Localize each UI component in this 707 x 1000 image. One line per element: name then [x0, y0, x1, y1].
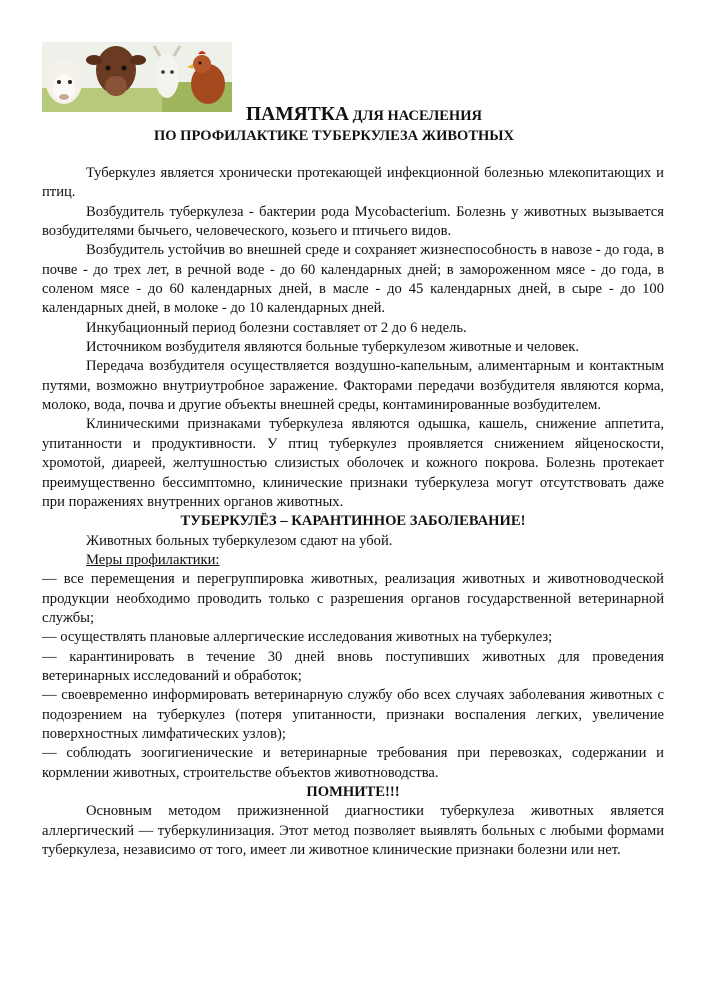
measure-item: — все перемещения и перегруппировка животных, реализация животных и животноводческой продукции необходимо проводить только с разрешения органов государственной ветеринарной службы;: [42, 571, 664, 626]
paragraph-definition: Туберкулез является хронически протекающей инфекционной болезнью млекопитающих и птиц.: [42, 165, 664, 201]
slaughter-note: Животных больных туберкулезом сдают на убой.: [86, 532, 393, 549]
title-main-word: ПАМЯТКА: [246, 104, 349, 125]
paragraph-persistence: Возбудитель устойчив во внешней среде и сохраняет жизнеспособность в навозе - до года, в почве - до трех лет, в речной воде - до 60 календарных дней; в замороженном мясе - до года, в соленом мясе - до 60 календарных дней, в масле - до 45 календарных дней, в сыре - до 100 календарных дней, в молоке - до 10 календарных дней.: [42, 242, 664, 317]
remember-heading: ПОМНИТЕ!!!: [306, 784, 400, 800]
paragraph-incubation: Инкубационный период болезни составляет от 2 до 6 недель.: [86, 319, 467, 336]
paragraph-pathogen: Возбудитель туберкулеза - бактерии рода Mycobacterium. Болезнь у животных вызывается возбудителями бычьего, человеческого, козьего и птичьего видов.: [42, 203, 664, 240]
title-line-2: ПО ПРОФИЛАКТИКЕ ТУБЕРКУЛЕЗА ЖИВОТНЫХ: [154, 128, 514, 144]
paragraph-symptoms: Клиническими признаками туберкулеза являются одышка, кашель, снижение аппетита, упитанности и продуктивности. У птиц туберкулез проявляется снижением яйценоскости, хромотой, диареей, желтушностью слизистых оболочек и кожного покрова. Болезнь протекает преимущественно бессимптомно, клинические признаки туберкулеза могут отсутствовать даже при поражениях внутренних органов животных.: [42, 416, 664, 510]
farm-animals-illustration: [42, 42, 232, 112]
measure-item: — карантинировать в течение 30 дней вновь поступивших животных для проведения ветеринарных исследований и обработок;: [42, 648, 664, 684]
document-body: [42, 164, 664, 860]
paragraph-diagnostics: Основным методом прижизненной диагностики туберкулеза животных является аллергический — туберкулинизация. Этот метод позволяет выявлять больных с любыми формами туберкулеза, независимо от того, имеет ли животное клинические признаки болезни или нет.: [42, 803, 664, 859]
prevention-heading-text: Меры профилактики:: [86, 551, 220, 568]
measure-item: — своевременно информировать ветеринарную службу обо всех случаях заболевания животных с подозрением на туберкулез (потеря упитанности, признаки воспаления легких, увеличение поверхностных лимфатических узлов);: [42, 687, 664, 742]
title-line-1: [246, 104, 482, 127]
animals-banner-image: [42, 42, 232, 112]
paragraph-transmission: Передача возбудителя осуществляется воздушно-капельным, алиментарным и контактным путями, возможно внутриутробное заражение. Факторами передачи возбудителя являются корма, молоко, вода, почва и другие объекты внешней среды, контаминированные возбудителем.: [42, 358, 664, 414]
prevention-heading: [42, 551, 664, 570]
title-audience: ДЛЯ НАСЕЛЕНИЯ: [348, 108, 482, 124]
measure-item: — соблюдать зоогигиенические и ветеринарные требования при перевозках, содержании и кормлении животных, строительстве объектов животноводства.: [42, 745, 664, 781]
quarantine-heading: ТУБЕРКУЛЁЗ – КАРАНТИННОЕ ЗАБОЛЕВАНИЕ!: [180, 513, 526, 530]
paragraph-source: Источником возбудителя являются больные туберкулезом животные и человек.: [86, 339, 580, 356]
measure-item: — осуществлять плановые аллергические исследования животных на туберкулез;: [42, 629, 553, 646]
